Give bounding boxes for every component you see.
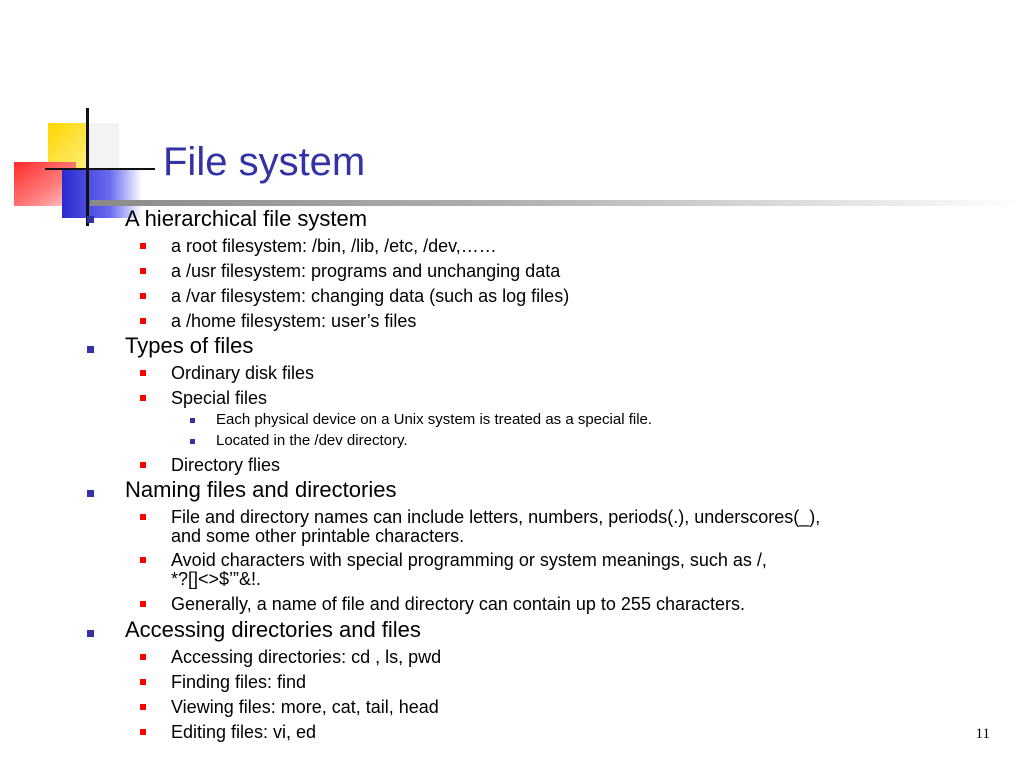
list-item-level2: a /var filesystem: changing data (such as log files) bbox=[171, 286, 570, 306]
list-item-level2: Ordinary disk files bbox=[171, 363, 315, 383]
list-item-level3: Located in the /dev directory. bbox=[216, 432, 408, 449]
list-item-level2: Editing files: vi, ed bbox=[171, 722, 317, 742]
bullet-marker bbox=[140, 679, 146, 685]
bullet-marker bbox=[140, 729, 146, 735]
bullet-marker bbox=[140, 557, 146, 563]
list-item-level2: Directory flies bbox=[171, 455, 281, 475]
bullet-marker bbox=[190, 418, 195, 423]
list-item-level2-line1: File and directory names can include letters, numbers, periods(.), underscores(_), bbox=[171, 507, 821, 527]
list-item-level2-line2: and some other printable characters. bbox=[171, 526, 465, 546]
bullet-marker bbox=[140, 514, 146, 520]
list-item-level2: Accessing directories: cd , ls, pwd bbox=[171, 647, 442, 667]
list-item-level1: Types of files bbox=[125, 333, 254, 358]
list-item-level2: Viewing files: more, cat, tail, head bbox=[171, 697, 439, 717]
list-item-level2-line2: *?[]<>$’”&!. bbox=[171, 569, 262, 589]
list-item-level2: Finding files: find bbox=[171, 672, 307, 692]
list-item-level2: a root filesystem: /bin, /lib, /etc, /dev,…… bbox=[171, 236, 497, 256]
bullet-marker bbox=[87, 490, 94, 497]
list-item-level1: Accessing directories and files bbox=[125, 617, 421, 642]
bullet-marker bbox=[140, 704, 146, 710]
bullet-marker bbox=[140, 318, 146, 324]
list-item-level2: Special files bbox=[171, 388, 268, 408]
bullet-marker bbox=[140, 268, 146, 274]
bullet-marker bbox=[140, 370, 146, 376]
bullet-marker bbox=[140, 654, 146, 660]
list-item-level3: Each physical device on a Unix system is treated as a special file. bbox=[216, 411, 653, 428]
list-item-level2: Generally, a name of file and directory can contain up to 255 characters. bbox=[171, 594, 745, 614]
bullet-marker bbox=[140, 462, 146, 468]
list-item-level2: a /usr filesystem: programs and unchanging data bbox=[171, 261, 561, 281]
list-item-level1: Naming files and directories bbox=[125, 477, 397, 502]
bullet-marker bbox=[140, 243, 146, 249]
list-item-level1: A hierarchical file system bbox=[125, 206, 368, 231]
page-number: 11 bbox=[975, 726, 990, 742]
list-item-level2: a /home filesystem: user’s files bbox=[171, 311, 417, 331]
bullet-marker bbox=[140, 395, 146, 401]
bullet-marker bbox=[87, 216, 94, 223]
bullet-marker bbox=[140, 293, 146, 299]
bullet-marker bbox=[87, 346, 94, 353]
bullet-marker bbox=[140, 601, 146, 607]
bullet-marker bbox=[87, 630, 94, 637]
slide-title: File system bbox=[163, 140, 366, 184]
list-item-level2-line1: Avoid characters with special programming or system meanings, such as /, bbox=[171, 550, 767, 570]
bullet-marker bbox=[190, 439, 195, 444]
